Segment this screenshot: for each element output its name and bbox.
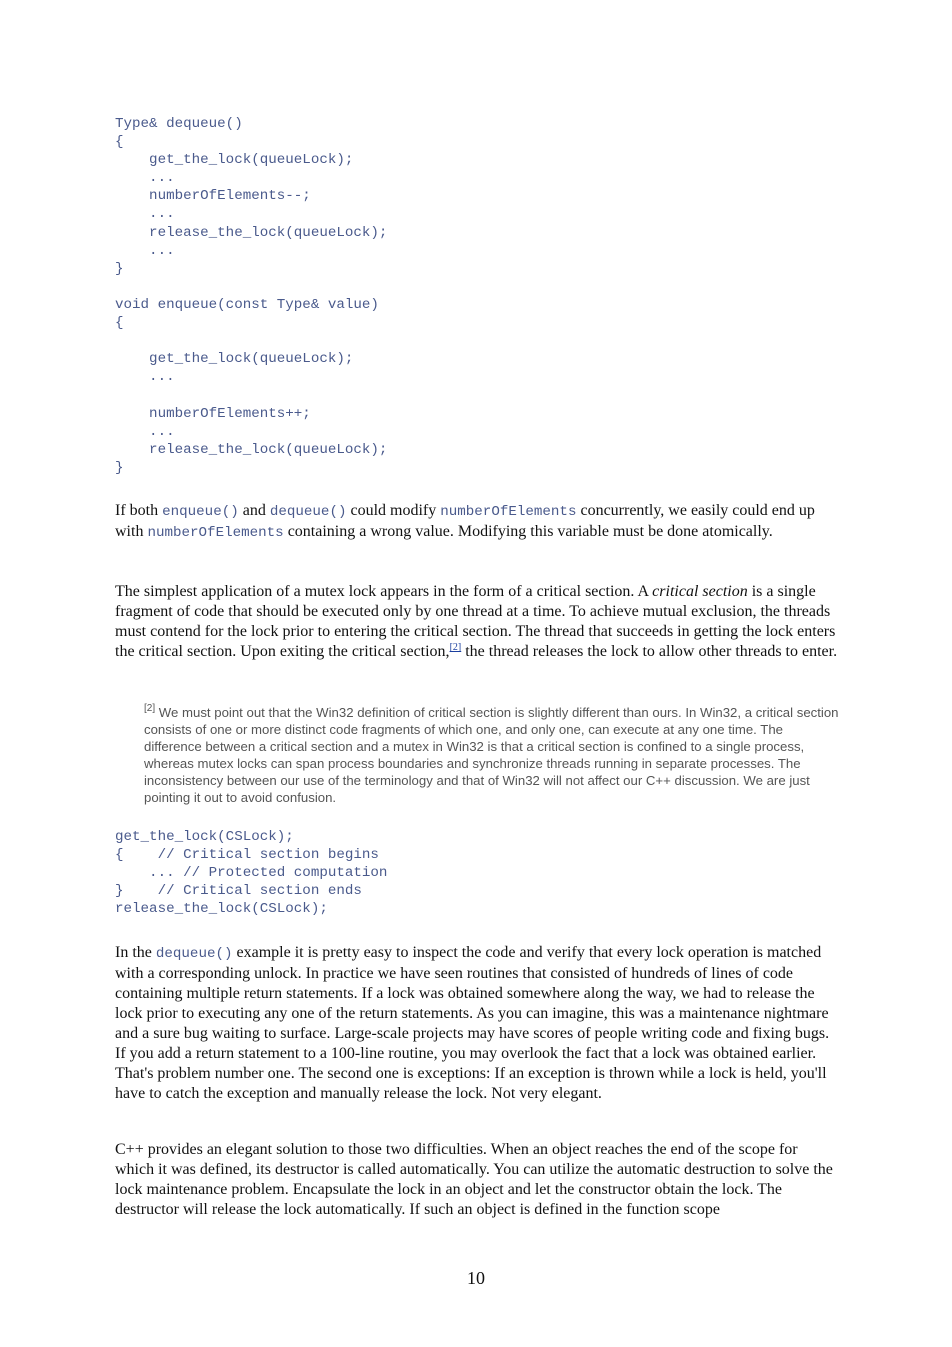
page-number: 10: [467, 1268, 485, 1288]
text-run: concurrently, we easily could end up with: [115, 502, 815, 540]
inline-code: numberOfElements: [440, 504, 577, 520]
inline-code: numberOfElements: [147, 525, 284, 541]
paragraph-concurrency: [115, 501, 840, 543]
paragraph-cpp-solution: C++ provides an elegant solution to those two difficulties. When an object reaches the end of the scope for which it was defined, its destructor is called automatically. You can utilize the automatic destruction to solve the lock maintenance problem. Encapsulate the lock in an object and let the constructor obtain the lock. The destructor will release the lock automatically. If such an object is defined in the function scope: [115, 1141, 833, 1218]
text-run: containing a wrong value. Modifying this variable must be done atomically.: [283, 523, 773, 540]
footnote-ref-link[interactable]: [2]: [449, 642, 462, 653]
text-run: In the: [115, 944, 156, 961]
code-critical-section: get_the_lock(CSLock); { // Critical section begins ... // Protected computation } // Critical section ends release_the_lock(CSLock);: [115, 829, 388, 918]
footnote-text: We must point out that the Win32 definition of critical section is slightly different than ours. In Win32, a critical section consists of one or more distinct code fragments of which one, and only one, can execute at any one time. The difference between a critical section and a mutex in Win32 is that a critical section is confined to a single process, whereas mutex locks can span process boundaries and synchronize threads running in separate processes. The inconsistency between our use of the terminology and that of Win32 will not affect our C++ discussion. We are just pointing it out to avoid confusion.: [144, 705, 839, 805]
code-dequeue: Type& dequeue() { get_the_lock(queueLock); ... numberOfElements--; ... release_the_lock(queueLock); ... }: [115, 116, 388, 277]
text-run: example it is pretty easy to inspect the code and verify that every lock operation is matched with a corresponding unlock. In practice we have seen routines that consisted of hundreds of lines of code containing multiple return statements. If a lock was obtained somewhere along the way, we had to release the lock prior to executing any one of the return statements. As you can imagine, this was a maintenance nightmare and a sure bug waiting to surface. Large-scale projects may have scores of people writing code and fixing bugs. If you add a return statement to a 100-line routine, you may overlook the fact that a lock was obtained earlier. That's problem number one. The second one is exceptions: If an exception is thrown while a lock is held, you'll have to catch the exception and manually release the lock. Not very elegant.: [115, 944, 830, 1102]
inline-code: enqueue(): [162, 504, 239, 520]
paragraph-lock-maintenance: [115, 943, 840, 1104]
paragraph-critical-section: [115, 582, 840, 662]
inline-code: dequeue(): [155, 946, 233, 962]
text-run: and: [238, 502, 270, 519]
text-run: could modify: [346, 502, 441, 519]
code-enqueue: void enqueue(const Type& value) { get_the_lock(queueLock); ... numberOfElements++; ... release_the_lock(queueLock); }: [115, 297, 388, 476]
text-run: If both: [115, 502, 163, 519]
footnote-marker: [2]: [144, 703, 156, 714]
text-run: is a single fragment of code that should be executed only by one thread at a time. To achieve mutual exclusion, the threads must contend for the lock prior to entering the critical section. The thread that succeeds in getting the lock enters the critical section. Upon exiting the critical section,: [115, 583, 836, 660]
text-run: The simplest application of a mutex lock appears in the form of a critical section. A: [115, 583, 653, 600]
inline-code: dequeue(): [269, 504, 347, 520]
footnote: [144, 704, 844, 806]
emphasis: critical section: [652, 583, 748, 600]
text-run: the thread releases the lock to allow other threads to enter.: [461, 643, 838, 660]
